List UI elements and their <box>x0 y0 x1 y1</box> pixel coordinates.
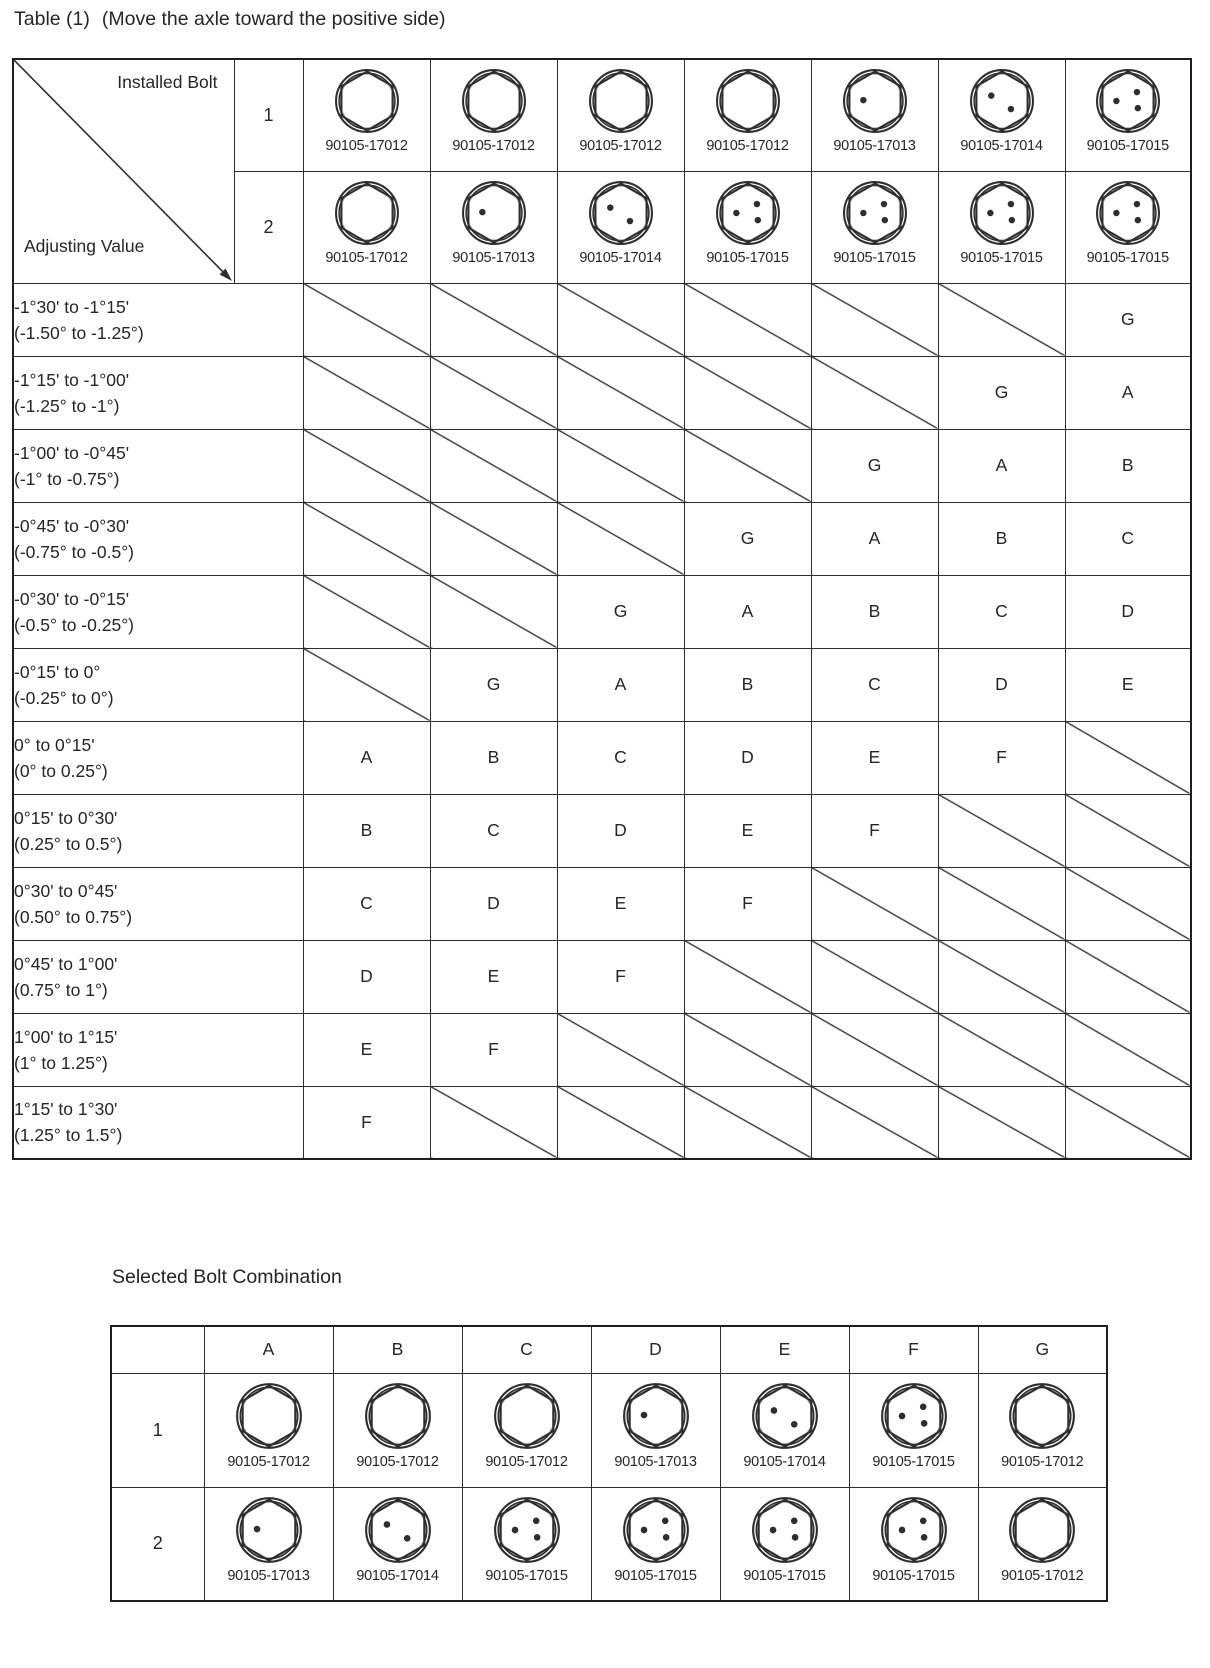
range-minutes: 1°15' to 1°30' <box>14 1099 118 1120</box>
hatched-cell <box>430 356 557 429</box>
bolt-mark-dot <box>1113 98 1119 104</box>
range-minutes: 0°15' to 0°30' <box>14 807 118 828</box>
bolt-mark-dot <box>920 1534 927 1541</box>
bolt-mark-dot <box>919 1517 926 1524</box>
range-minutes: -1°30' to -1°15' <box>14 296 130 317</box>
selected-bolt-cell <box>978 1487 1107 1601</box>
combination-letter-cell: G <box>430 648 557 721</box>
corner-cell <box>13 59 234 283</box>
installed-bolt-cell <box>811 59 938 171</box>
combination-letter-cell: C <box>811 648 938 721</box>
range-minutes: -0°30' to -0°15' <box>14 588 130 609</box>
selected-bolt-cell <box>591 1373 720 1487</box>
hatched-cell <box>303 648 430 721</box>
part-number: 90105-17013 <box>452 249 535 266</box>
combination-letter-cell: B <box>303 794 430 867</box>
combination-letter-cell: E <box>557 867 684 940</box>
combination-letter-cell: D <box>430 867 557 940</box>
bolt-mark-dot <box>253 1525 260 1532</box>
bolt-mark-dot <box>1134 105 1140 111</box>
combination-column-header: D <box>591 1326 720 1373</box>
bolt-mark-dot <box>1007 106 1013 112</box>
range-minutes: 1°00' to 1°15' <box>14 1026 118 1047</box>
bolt-row-number: 1 <box>111 1373 204 1487</box>
hatched-cell <box>557 283 684 356</box>
hatched-cell <box>1065 1086 1191 1159</box>
bolt-mark-dot <box>607 204 613 210</box>
hatched-cell <box>430 575 557 648</box>
bolt-icon <box>968 67 1036 135</box>
hatched-cell <box>684 283 811 356</box>
bolt-mark-dot <box>898 1526 905 1533</box>
part-number: 90105-17015 <box>743 1567 826 1584</box>
selected-bolt-cell <box>333 1373 462 1487</box>
bolt-mark-dot <box>626 217 632 223</box>
combination-column-header: E <box>720 1326 849 1373</box>
selected-bolt-cell <box>720 1487 849 1601</box>
bolt-mark-dot <box>532 1517 539 1524</box>
part-number: 90105-17012 <box>1001 1567 1084 1584</box>
combination-letter-cell: E <box>430 940 557 1013</box>
hatched-cell <box>1065 721 1191 794</box>
range-degrees: (1.25° to 1.5°) <box>14 1125 123 1146</box>
page-title <box>14 8 445 31</box>
combination-letter-cell: A <box>1065 356 1191 429</box>
combination-letter-cell: C <box>430 794 557 867</box>
part-number: 90105-17015 <box>485 1567 568 1584</box>
combination-column-header: C <box>462 1326 591 1373</box>
hatched-cell <box>811 940 938 1013</box>
adjusting-range-cell <box>13 575 303 648</box>
combination-letter-cell: D <box>1065 575 1191 648</box>
bolt-mark-dot <box>733 209 739 215</box>
part-number: 90105-17012 <box>452 138 535 154</box>
combination-letter-cell: D <box>938 648 1065 721</box>
combination-letter-cell: C <box>303 867 430 940</box>
combination-letter-cell: G <box>684 502 811 575</box>
installed-bolt-cell <box>557 171 684 283</box>
combination-letter-cell: G <box>938 356 1065 429</box>
bolt-mark-dot <box>661 1517 668 1524</box>
combination-letter-cell: B <box>1065 429 1191 502</box>
selected-bolt-cell <box>849 1373 978 1487</box>
adjusting-range-cell <box>13 648 303 721</box>
part-number: 90105-17012 <box>356 1453 439 1470</box>
bolt-row-number: 1 <box>234 59 303 171</box>
bolt-icon <box>492 1495 562 1565</box>
hatched-cell <box>557 356 684 429</box>
bolt-mark-dot <box>640 1526 647 1533</box>
page-title-note: (Move the axle toward the positive side) <box>101 8 446 30</box>
bolt-mark-dot <box>403 1534 410 1541</box>
combination-letter-cell: C <box>557 721 684 794</box>
hatched-cell <box>1065 867 1191 940</box>
adjusting-range-cell <box>13 502 303 575</box>
selected-bolt-cell <box>849 1487 978 1601</box>
part-number: 90105-17012 <box>706 138 789 154</box>
bolt-icon <box>587 179 655 247</box>
bolt-mark-dot <box>753 200 759 206</box>
range-minutes: -1°15' to -1°00' <box>14 369 130 390</box>
hatched-cell <box>1065 940 1191 1013</box>
bolt-mark-dot <box>880 200 886 206</box>
adjusting-range-cell <box>13 721 303 794</box>
installed-bolt-cell <box>430 59 557 171</box>
installed-bolt-cell <box>1065 59 1191 171</box>
range-minutes: -0°15' to 0° <box>14 661 101 682</box>
hatched-cell <box>938 1013 1065 1086</box>
bolt-row-number: 2 <box>111 1487 204 1601</box>
combination-letter-cell: E <box>303 1013 430 1086</box>
combination-letter-cell: B <box>430 721 557 794</box>
bolt-mark-dot <box>898 1412 905 1419</box>
bolt-icon <box>333 179 401 247</box>
installed-bolt-cell <box>557 59 684 171</box>
range-degrees: (-0.75° to -0.5°) <box>14 541 135 562</box>
combination-column-header: F <box>849 1326 978 1373</box>
selected-bolt-cell <box>204 1487 333 1601</box>
part-number: 90105-17013 <box>614 1453 697 1470</box>
adjusting-value-table <box>12 58 1192 1160</box>
combination-letter-cell: C <box>938 575 1065 648</box>
hatched-cell <box>938 1086 1065 1159</box>
bolt-icon <box>750 1381 820 1451</box>
combination-letter-cell: D <box>303 940 430 1013</box>
bolt-mark-dot <box>1007 200 1013 206</box>
combination-letter-cell: F <box>938 721 1065 794</box>
bolt-icon <box>621 1381 691 1451</box>
hatched-cell <box>938 283 1065 356</box>
part-number: 90105-17013 <box>227 1567 310 1584</box>
range-minutes: 0°30' to 0°45' <box>14 880 118 901</box>
hatched-cell <box>684 1086 811 1159</box>
combination-column-header: A <box>204 1326 333 1373</box>
adjusting-range-cell <box>13 867 303 940</box>
bolt-mark-dot <box>860 209 866 215</box>
combination-letter-cell: B <box>684 648 811 721</box>
combination-letter-cell: A <box>557 648 684 721</box>
bolt-icon <box>714 67 782 135</box>
selected-bolt-cell <box>978 1373 1107 1487</box>
part-number: 90105-17015 <box>833 249 916 266</box>
range-degrees: (-0.5° to -0.25°) <box>14 614 135 635</box>
installed-bolt-cell <box>684 171 811 283</box>
hatched-cell <box>684 429 811 502</box>
page-title-main: Table (1) <box>14 8 90 30</box>
installed-bolt-cell <box>303 171 430 283</box>
selected-bolt-combination-title: Selected Bolt Combination <box>112 1266 342 1288</box>
range-degrees: (1° to 1.25°) <box>14 1052 108 1073</box>
hatched-cell <box>1065 1013 1191 1086</box>
bolt-icon <box>968 179 1036 247</box>
bolt-row-number: 2 <box>234 171 303 283</box>
bolt-icon <box>363 1495 433 1565</box>
bolt-mark-dot <box>987 209 993 215</box>
bolt-icon <box>841 179 909 247</box>
selected-bolt-cell <box>462 1373 591 1487</box>
bolt-mark-dot <box>1133 89 1139 95</box>
hatched-cell <box>557 1013 684 1086</box>
combination-letter-cell: A <box>684 575 811 648</box>
installed-bolt-cell <box>1065 171 1191 283</box>
range-degrees: (-1.25° to -1°) <box>14 395 120 416</box>
hatched-cell <box>811 1086 938 1159</box>
combination-letter-cell: C <box>1065 502 1191 575</box>
bolt-icon <box>492 1381 562 1451</box>
range-minutes: 0° to 0°15' <box>14 734 95 755</box>
bolt-icon <box>879 1381 949 1451</box>
range-degrees: (-0.25° to 0°) <box>14 687 114 708</box>
hatched-cell <box>938 794 1065 867</box>
selected-bolt-cell <box>462 1487 591 1601</box>
combination-letter-cell: F <box>684 867 811 940</box>
bolt-mark-dot <box>533 1534 540 1541</box>
bolt-mark-dot <box>479 208 485 214</box>
bolt-mark-dot <box>1134 216 1140 222</box>
part-number: 90105-17012 <box>485 1453 568 1470</box>
part-number: 90105-17012 <box>1001 1453 1084 1470</box>
hatched-cell <box>303 283 430 356</box>
selected-bolt-cell <box>591 1487 720 1601</box>
range-degrees: (-1° to -0.75°) <box>14 468 120 489</box>
bolt-icon <box>879 1495 949 1565</box>
adjusting-range-cell <box>13 429 303 502</box>
hatched-cell <box>303 502 430 575</box>
combination-letter-cell: B <box>811 575 938 648</box>
bolt-mark-dot <box>790 1420 797 1427</box>
installed-bolt-cell <box>430 171 557 283</box>
range-degrees: (0.50° to 0.75°) <box>14 906 133 927</box>
adjusting-range-cell <box>13 1013 303 1086</box>
part-number: 90105-17014 <box>356 1567 439 1584</box>
part-number: 90105-17015 <box>706 249 789 266</box>
range-minutes: 0°45' to 1°00' <box>14 953 118 974</box>
hatched-cell <box>303 575 430 648</box>
hatched-cell <box>557 429 684 502</box>
hatched-cell <box>303 356 430 429</box>
hatched-cell <box>938 867 1065 940</box>
installed-bolt-cell <box>303 59 430 171</box>
installed-bolt-cell <box>938 171 1065 283</box>
bolt-icon <box>587 67 655 135</box>
part-number: 90105-17012 <box>227 1453 310 1470</box>
combination-column-header: B <box>333 1326 462 1373</box>
bolt-icon <box>621 1495 691 1565</box>
combination-letter-cell: F <box>430 1013 557 1086</box>
bolt-icon <box>1007 1495 1077 1565</box>
combination-letter-cell: F <box>811 794 938 867</box>
combination-letter-cell: G <box>557 575 684 648</box>
hatched-cell <box>684 356 811 429</box>
bolt-icon <box>1094 179 1162 247</box>
hatched-cell <box>430 1086 557 1159</box>
combination-letter-cell: D <box>684 721 811 794</box>
part-number: 90105-17015 <box>960 249 1043 266</box>
adjusting-range-cell <box>13 283 303 356</box>
bolt-mark-dot <box>919 1403 926 1410</box>
bolt-icon <box>1094 67 1162 135</box>
bolt-mark-dot <box>662 1534 669 1541</box>
combination-letter-cell: G <box>1065 283 1191 356</box>
selected-bolt-combination-table <box>110 1325 1108 1602</box>
part-number: 90105-17012 <box>579 138 662 154</box>
combination-letter-cell: F <box>557 940 684 1013</box>
bolt-mark-dot <box>383 1521 390 1528</box>
part-number: 90105-17015 <box>614 1567 697 1584</box>
selected-bolt-cell <box>204 1373 333 1487</box>
range-minutes: -0°45' to -0°30' <box>14 515 130 536</box>
hatched-cell <box>684 1013 811 1086</box>
bolt-icon <box>234 1381 304 1451</box>
bolt-mark-dot <box>881 216 887 222</box>
part-number: 90105-17014 <box>743 1453 826 1470</box>
part-number: 90105-17014 <box>960 138 1043 154</box>
part-number: 90105-17015 <box>872 1567 955 1584</box>
bolt-mark-dot <box>791 1534 798 1541</box>
hatched-cell <box>430 429 557 502</box>
hatched-cell <box>938 940 1065 1013</box>
bolt-icon <box>841 67 909 135</box>
range-degrees: (0.75° to 1°) <box>14 979 108 1000</box>
installed-bolt-cell <box>684 59 811 171</box>
installed-bolt-cell <box>811 171 938 283</box>
bolt-mark-dot <box>770 1407 777 1414</box>
bolt-icon <box>460 67 528 135</box>
empty-corner-cell <box>111 1326 204 1373</box>
hatched-cell <box>557 1086 684 1159</box>
selected-bolt-cell <box>720 1373 849 1487</box>
bolt-mark-dot <box>1008 216 1014 222</box>
selected-bolt-cell <box>333 1487 462 1601</box>
bolt-mark-dot <box>640 1411 647 1418</box>
installed-bolt-cell <box>938 59 1065 171</box>
hatched-cell <box>811 356 938 429</box>
bolt-icon <box>750 1495 820 1565</box>
bolt-mark-dot <box>790 1517 797 1524</box>
adjusting-range-cell <box>13 356 303 429</box>
part-number: 90105-17012 <box>325 138 408 154</box>
adjusting-range-cell <box>13 940 303 1013</box>
hatched-cell <box>811 1013 938 1086</box>
hatched-cell <box>684 940 811 1013</box>
combination-letter-cell: B <box>938 502 1065 575</box>
combination-letter-cell: F <box>303 1086 430 1159</box>
combination-letter-cell: G <box>811 429 938 502</box>
combination-letter-cell: E <box>1065 648 1191 721</box>
combination-letter-cell: A <box>811 502 938 575</box>
hatched-cell <box>811 867 938 940</box>
range-degrees: (0° to 0.25°) <box>14 760 108 781</box>
adjusting-range-cell <box>13 794 303 867</box>
combination-letter-cell: E <box>811 721 938 794</box>
bolt-mark-dot <box>754 216 760 222</box>
bolt-mark-dot <box>860 97 866 103</box>
adjusting-value-label: Adjusting Value <box>24 235 145 256</box>
installed-bolt-label: Installed Bolt <box>117 72 218 92</box>
combination-column-header: G <box>978 1326 1107 1373</box>
bolt-icon <box>333 67 401 135</box>
bolt-icon <box>1007 1381 1077 1451</box>
hatched-cell <box>811 283 938 356</box>
bolt-icon <box>460 179 528 247</box>
part-number: 90105-17015 <box>1086 249 1169 266</box>
hatched-cell <box>430 502 557 575</box>
bolt-mark-dot <box>988 92 994 98</box>
combination-letter-cell: A <box>938 429 1065 502</box>
part-number: 90105-17013 <box>833 138 916 154</box>
hatched-cell <box>430 283 557 356</box>
bolt-mark-dot <box>1113 209 1119 215</box>
adjusting-range-cell <box>13 1086 303 1159</box>
bolt-mark-dot <box>511 1526 518 1533</box>
range-minutes: -1°00' to -0°45' <box>14 442 130 463</box>
bolt-mark-dot <box>769 1526 776 1533</box>
hatched-cell <box>1065 794 1191 867</box>
part-number: 90105-17015 <box>1086 138 1169 154</box>
bolt-icon <box>714 179 782 247</box>
bolt-icon <box>363 1381 433 1451</box>
range-degrees: (0.25° to 0.5°) <box>14 833 123 854</box>
part-number: 90105-17012 <box>325 249 408 266</box>
combination-letter-cell: D <box>557 794 684 867</box>
bolt-mark-dot <box>1133 200 1139 206</box>
combination-letter-cell: E <box>684 794 811 867</box>
hatched-cell <box>557 502 684 575</box>
part-number: 90105-17014 <box>579 249 662 266</box>
combination-letter-cell: A <box>303 721 430 794</box>
bolt-mark-dot <box>920 1420 927 1427</box>
part-number: 90105-17015 <box>872 1453 955 1470</box>
hatched-cell <box>303 429 430 502</box>
bolt-icon <box>234 1495 304 1565</box>
range-degrees: (-1.50° to -1.25°) <box>14 322 144 343</box>
